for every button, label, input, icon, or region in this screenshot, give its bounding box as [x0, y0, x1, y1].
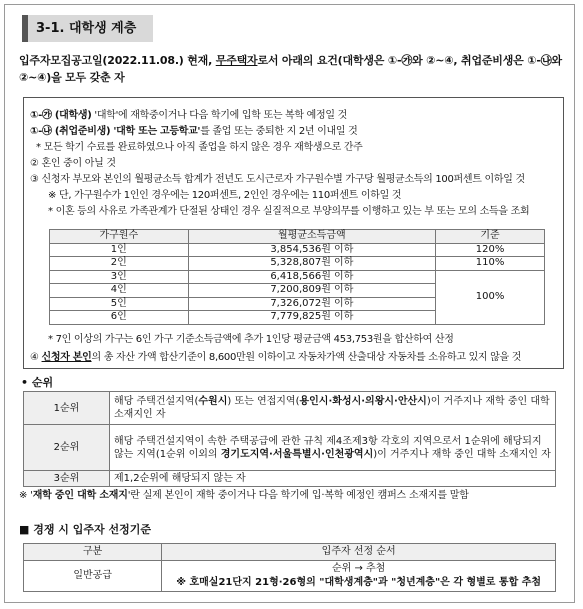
table-row — [50, 270, 545, 284]
condition-4-num: ④ — [30, 352, 42, 363]
priority-desc: 제1,2순위에 해당되지 않는 자 — [110, 471, 556, 487]
priority-rank: 2순위 — [24, 425, 110, 471]
priority-rank: 3순위 — [24, 471, 110, 487]
household-size: 6인 — [50, 311, 189, 325]
household-size: 5인 — [50, 297, 189, 311]
household-size: 2인 — [50, 257, 189, 271]
intro-part-c: 로서 아래의 요건(대학생은 ①-㉮와 ②~④, 취업준비생은 ①-㉯와 — [257, 54, 562, 67]
income-limit: 6,418,566원 이하 — [188, 270, 436, 284]
income-standard: 120% — [436, 243, 545, 257]
desc-text: 해당 주택건설지역( — [114, 396, 199, 407]
selection-title: ■ 경쟁 시 입주자 선정기준 — [19, 523, 151, 536]
note-term: 재학 중인 대학 소재지 — [32, 490, 128, 501]
desc-text: ) 또는 연접지역( — [227, 396, 300, 407]
selection-header-order: 입주자 선정 순서 — [162, 544, 556, 561]
condition-3-exception: ※ 단, 가구원수가 1인인 경우에는 120퍼센트, 2인인 경우에는 110퍼센트 이하일 것 — [48, 190, 402, 201]
household-size: 3인 — [50, 270, 189, 284]
eligibility-intro — [19, 52, 572, 86]
table-row — [24, 425, 556, 471]
income-standard: 100% — [436, 270, 545, 324]
desc-text: )이 거주지나 재학 중인 대학 소재지인 자 — [373, 448, 551, 460]
income-standard: 110% — [436, 257, 545, 271]
household-size: 4인 — [50, 284, 189, 298]
selection-table — [23, 543, 556, 592]
table-row — [24, 544, 556, 561]
section-title: 3-1. 대학생 계층 — [22, 15, 153, 42]
condition-1a-label: ①-㉮ (대학생) — [30, 110, 92, 121]
table-row — [50, 257, 545, 271]
campus-note — [19, 486, 469, 501]
desc-text: )이 거주지나 재학 중인 대학 소재지인 자 — [114, 396, 550, 420]
condition-1b-text: 를 졸업 또는 중퇴한 지 2년 이내일 것 — [200, 126, 358, 137]
condition-3: ③ 신청자 부모와 본인의 월평균소득 합계가 전년도 도시근로자 가구원수별 가구당 월평균소득의 100퍼센트 이하일 것 — [30, 174, 525, 185]
condition-1b-label: ①-㉯ (취업준비생) '대학 또는 고등학교' — [30, 126, 201, 137]
condition-1b — [30, 122, 357, 137]
selection-header-category: 구분 — [24, 544, 162, 561]
table-row — [50, 243, 545, 257]
intro-part-d: ②~④)을 모두 갖춘 자 — [19, 71, 125, 84]
table-row — [24, 392, 556, 425]
condition-2: ② 혼인 중이 아닐 것 — [30, 158, 116, 169]
selection-order-cell — [162, 561, 556, 592]
condition-1a-text: '대학'에 재학중이거나 다음 학기에 입학 또는 복학 예정일 것 — [91, 110, 347, 121]
income-limit: 5,328,807원 이하 — [188, 257, 436, 271]
intro-part-a: 입주자모집공고일(2022.11.08.) 현재, — [19, 54, 216, 67]
income-limit: 7,779,825원 이하 — [188, 311, 436, 325]
household-size: 1인 — [50, 243, 189, 257]
income-header-standard: 기준 — [436, 230, 545, 244]
condition-4-applicant: 신청자 본인 — [41, 352, 92, 363]
priority-title: • 순위 — [21, 376, 54, 389]
note-text: '란 실제 본인이 재학 중이거나 다음 학기에 입·복학 예정인 캠퍼스 소재지를 말함 — [127, 490, 469, 501]
condition-note-student: * 모든 학기 수료를 완료하였으나 아직 졸업을 하지 않은 경우 재학생으로 간주 — [36, 142, 363, 153]
desc-bold: 용인시·화성시·의왕시·안산시 — [299, 396, 427, 407]
income-limit: 7,326,072원 이하 — [188, 297, 436, 311]
selection-order: 순위 → 추첨 — [331, 563, 386, 574]
document-page — [4, 4, 575, 603]
priority-table — [23, 391, 556, 487]
intro-homeless: 무주택자 — [215, 54, 258, 67]
income-limit: 7,200,809원 이하 — [188, 284, 436, 298]
table-row — [24, 471, 556, 487]
condition-4 — [30, 348, 521, 363]
desc-text: 해당 주택건설지역이 속한 주택공급에 관한 규칙 제4조제3항 각호의 지역으로서 1순위에 해당되지 않는 지역(1순위 이외의 — [114, 435, 542, 460]
priority-desc — [110, 392, 556, 425]
selection-remark: ※ 호매실21단지 21형·26형의 "대학생계층"과 "청년계층"은 각 형별로 통합 추첨 — [176, 577, 542, 588]
income-table-header — [50, 230, 545, 244]
income-table — [49, 229, 545, 325]
condition-4-text: 의 총 자산 가액 합산기준이 8,600만원 이하이고 자동차가액 산출대상 자동차를 소유하고 있지 않을 것 — [91, 352, 522, 363]
condition-3-divorce-note: * 이혼 등의 사유로 가족관계가 단절된 상태인 경우 실질적으로 부양의무를 이행하고 있는 부 또는 모의 소득을 조회 — [48, 206, 530, 217]
desc-bold: 수원시 — [198, 396, 228, 407]
selection-category: 일반공급 — [24, 561, 162, 592]
table-row — [24, 561, 556, 592]
income-header-income: 월평균소득금액 — [188, 230, 436, 244]
priority-rank: 1순위 — [24, 392, 110, 425]
conditions-box — [23, 97, 564, 369]
income-header-household: 가구원수 — [50, 230, 189, 244]
income-limit: 3,854,536원 이하 — [188, 243, 436, 257]
note-prefix: ※ ' — [19, 490, 33, 501]
condition-1a — [30, 106, 347, 121]
priority-desc — [110, 425, 556, 471]
condition-3-seven-plus-note: * 7인 이상의 가구는 6인 가구 기준소득금액에 추가 1인당 평균금액 453,753원을 합산하여 산정 — [48, 334, 454, 345]
desc-bold: 경기도지역·서울특별시·인천광역시 — [220, 448, 374, 460]
